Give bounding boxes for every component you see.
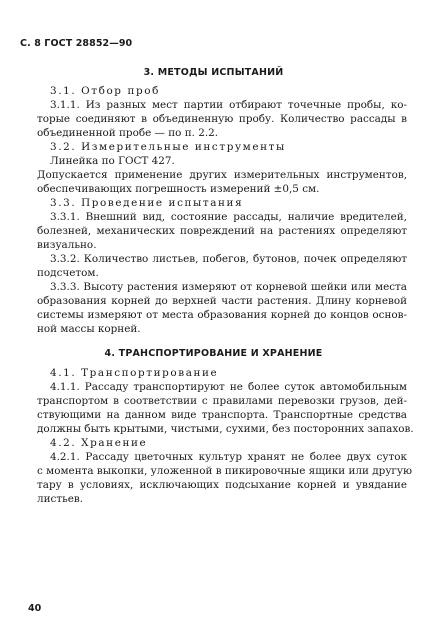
text-line: 3.3.2. Количество листьев, побегов, бутонов, почек определяют	[50, 253, 407, 265]
text-line: 4.1.1. Рассаду транспортируют не более суток автомобильным	[50, 381, 407, 393]
text-line: с момента выкопки, уложенной в пикировочные ящики или другую	[37, 465, 413, 477]
text-line: 3.1.1. Из разных мест партии отбирают точечные пробы, ко-	[50, 99, 407, 111]
text-line: 3.3.1. Внешний вид, состояние рассады, наличие вредителей,	[50, 211, 407, 223]
text-line: подсчетом.	[37, 267, 99, 279]
page-number: 40	[28, 603, 42, 614]
text-line: ной массы корней.	[37, 323, 141, 335]
subsection-heading: 3.3. Проведение испытания	[50, 197, 244, 209]
subsection-heading: 3.1. Отбор проб	[50, 85, 160, 97]
text-line: ствующими на данном виде транспорта. Транспортные средства	[37, 409, 407, 421]
page-header: С. 8 ГОСТ 28852—90	[20, 38, 133, 49]
subsection-heading: 3.2. Измерительные инструменты	[50, 141, 286, 153]
text-line: 3.3.3. Высоту растения измеряют от корневой шейки или места	[50, 281, 407, 293]
subsection-heading: 4.1. Транспортирование	[50, 367, 219, 379]
subsection-heading: 4.2. Хранение	[50, 437, 148, 449]
text-line: Допускается применение других измерительных инструментов,	[37, 169, 407, 181]
text-line: транспортом в соответствии с правилами перевозки грузов, дей-	[37, 395, 407, 407]
section-4-title: 4. ТРАНСПОРТИРОВАНИЕ И ХРАНЕНИЕ	[104, 348, 323, 359]
text-line: обеспечивающих погрешность измерений ±0,5 см.	[37, 183, 320, 195]
text-line: должны быть крытыми, чистыми, сухими, без посторонних запахов.	[37, 423, 414, 435]
text-line: листьев.	[37, 493, 84, 505]
text-line: образования корней до верхней части растения. Длину корневой	[37, 295, 407, 307]
text-line: тару в условиях, исключающих подсыхание корней и увядание	[37, 479, 407, 491]
text-line: Линейка по ГОСТ 427.	[50, 155, 175, 167]
text-line: системы измеряют от места образования корней до концов основ-	[37, 309, 407, 321]
text-line: объединенной пробе — по п. 2.2.	[37, 127, 219, 139]
text-line: 4.2.1. Рассаду цветочных культур хранят не более двух суток	[50, 451, 407, 463]
text-line: торые соединяют в объединенную пробу. Количество рассады в	[37, 113, 407, 125]
section-3-title: 3. МЕТОДЫ ИСПЫТАНИЙ	[143, 67, 284, 78]
text-line: визуально.	[37, 239, 97, 251]
text-line: болезней, механических повреждений на растениях определяют	[37, 225, 407, 237]
